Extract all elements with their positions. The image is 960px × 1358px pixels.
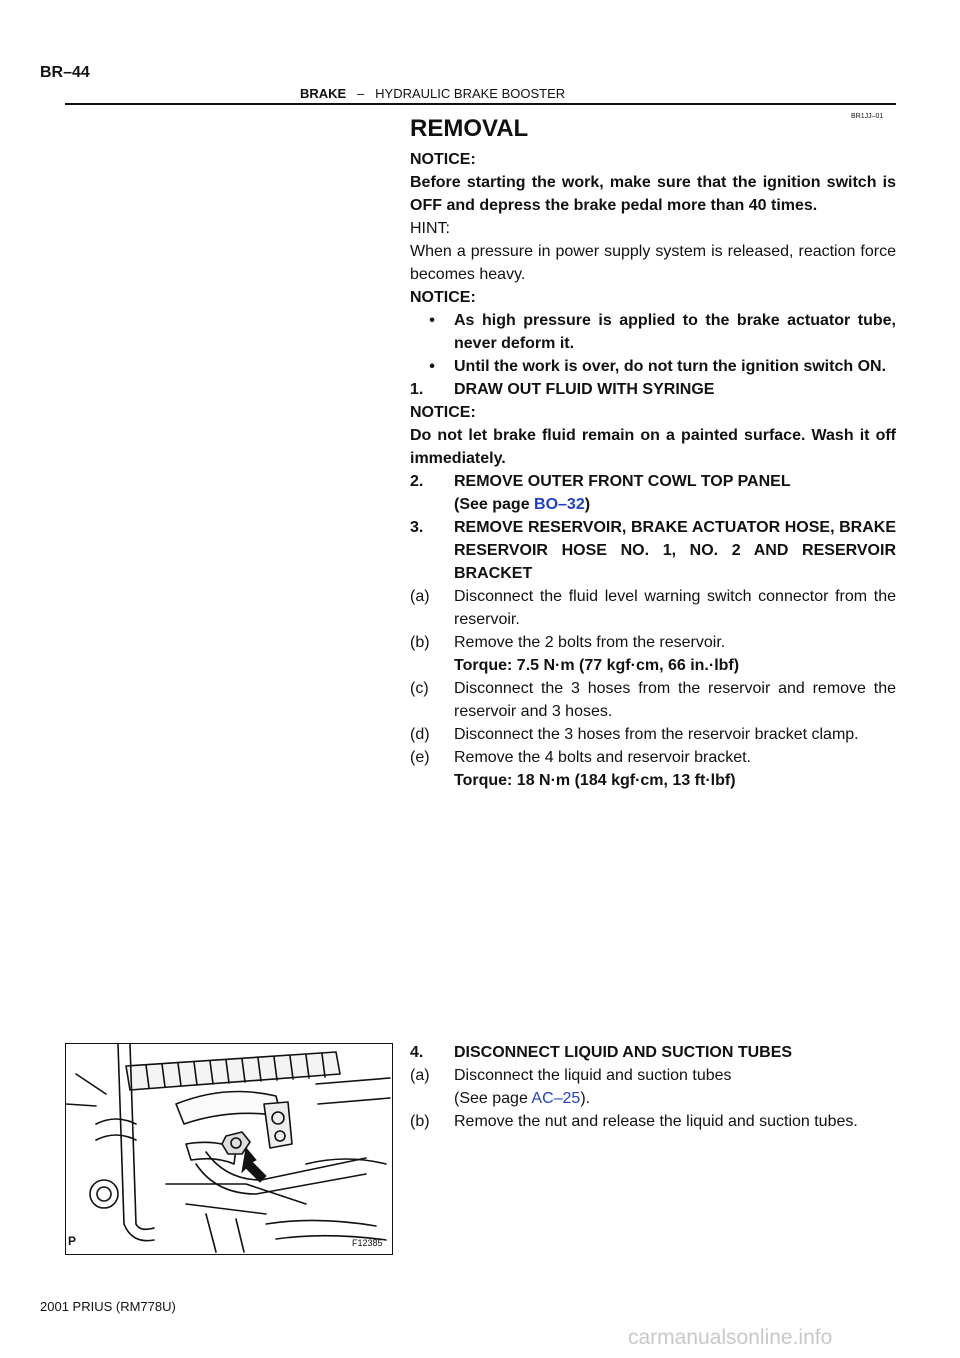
header-separator: –: [357, 86, 365, 101]
substep-text: Remove the 4 bolts and reservoir bracket.: [454, 749, 752, 766]
footer-model: 2001 PRIUS (RM778U): [40, 1299, 176, 1314]
page-number: BR–44: [40, 64, 90, 81]
see-page-ref: [454, 1090, 590, 1107]
header-subsection: HYDRAULIC BRAKE BOOSTER: [375, 86, 566, 101]
step-number: 4.: [410, 1044, 424, 1061]
substep-b: [410, 631, 896, 654]
step-title: REMOVE RESERVOIR, BRAKE ACTUATOR HOSE, BRAKE RESERVOIR HOSE NO. 1, NO. 2 AND RESERVOIR BRACKET: [454, 519, 896, 582]
ref-prefix: (See page: [454, 496, 535, 513]
ref-prefix: (See page: [454, 1090, 532, 1107]
step-2: [410, 470, 896, 516]
step-3: [410, 516, 896, 585]
doc-code: BR1JJ–01: [851, 113, 884, 120]
header-section: BRAKE: [300, 86, 347, 101]
page-title: REMOVAL: [410, 115, 529, 142]
running-header: [300, 86, 565, 101]
step-title: DISCONNECT LIQUID AND SUCTION TUBES: [454, 1044, 793, 1061]
notice-text: Do not let brake fluid remain on a painted surface. Wash it off immediately.: [410, 427, 896, 467]
substep-d: [410, 723, 896, 746]
substep-a: [410, 585, 896, 631]
hint-text: When a pressure in power supply system is released, reaction force becomes heavy.: [410, 243, 896, 283]
figure-corner-mark: P: [68, 1234, 77, 1248]
step-1: [410, 378, 896, 401]
illustration-figure: [65, 1043, 393, 1255]
substep-letter: (b): [410, 1113, 430, 1130]
substep-letter: (b): [410, 634, 430, 651]
step-title: [454, 470, 896, 516]
notice-label: NOTICE:: [410, 404, 476, 421]
substep-text: [454, 1064, 896, 1110]
substep-letter: (c): [410, 680, 429, 697]
bullet-text: Until the work is over, do not turn the ignition switch ON.: [454, 358, 887, 375]
bullet-item: [410, 309, 896, 355]
substep-text: Disconnect the 3 hoses from the reservoir bracket clamp.: [454, 726, 859, 743]
notice-label: NOTICE:: [410, 289, 476, 306]
substep-a: [410, 1064, 896, 1110]
substep-text: Remove the 2 bolts from the reservoir.: [454, 634, 726, 651]
substep-b: [410, 1110, 896, 1133]
main-content: [410, 112, 896, 792]
header-rule: [65, 103, 896, 105]
substep-text: Disconnect the fluid level warning switch connector from the reservoir.: [454, 588, 896, 628]
substep-e: [410, 746, 896, 769]
notice-label: NOTICE:: [410, 151, 476, 168]
substep-c: [410, 677, 896, 723]
substep-text: Remove the nut and release the liquid and suction tubes.: [454, 1113, 858, 1130]
page-link-bo32[interactable]: BO–32: [534, 496, 585, 513]
step-number: 2.: [410, 473, 424, 490]
step-title: DRAW OUT FLUID WITH SYRINGE: [454, 381, 715, 398]
step-4-block: [410, 1041, 896, 1133]
ref-suffix: ).: [580, 1090, 591, 1107]
substep-letter: (d): [410, 726, 430, 743]
step-4: [410, 1041, 896, 1064]
notice-text: Before starting the work, make sure that the ignition switch is OFF and depress the brake pedal more than 40 times.: [410, 174, 896, 214]
pointer-arrow-icon: [242, 1148, 266, 1182]
substep-letter: (a): [410, 588, 430, 605]
figure-label: F12385: [352, 1238, 383, 1248]
step-number: 3.: [410, 519, 424, 536]
substep-text-main: Disconnect the liquid and suction tubes: [454, 1067, 732, 1084]
bullet-mark: •: [429, 312, 435, 329]
torque-spec: Torque: 18 N·m (184 kgf·cm, 13 ft·lbf): [454, 772, 736, 789]
bullet-item: [410, 355, 896, 378]
tube-illustration: [66, 1044, 392, 1254]
step-number: 1.: [410, 381, 424, 398]
see-page-ref: [454, 496, 590, 513]
substep-letter: (e): [410, 749, 430, 766]
watermark: carmanualsonline.info: [628, 1326, 833, 1349]
torque-spec: Torque: 7.5 N·m (77 kgf·cm, 66 in.·lbf): [454, 657, 740, 674]
hint-label: HINT:: [410, 220, 450, 237]
bullet-text: As high pressure is applied to the brake actuator tube, never deform it.: [454, 312, 896, 352]
substep-text: Disconnect the 3 hoses from the reservoir and remove the reservoir and 3 hoses.: [454, 680, 896, 720]
page-link-ac25[interactable]: AC–25: [531, 1090, 581, 1107]
step-title-text: REMOVE OUTER FRONT COWL TOP PANEL: [454, 473, 791, 490]
substep-letter: (a): [410, 1067, 430, 1084]
bullet-mark: •: [429, 358, 435, 375]
ref-suffix: ): [584, 496, 591, 513]
